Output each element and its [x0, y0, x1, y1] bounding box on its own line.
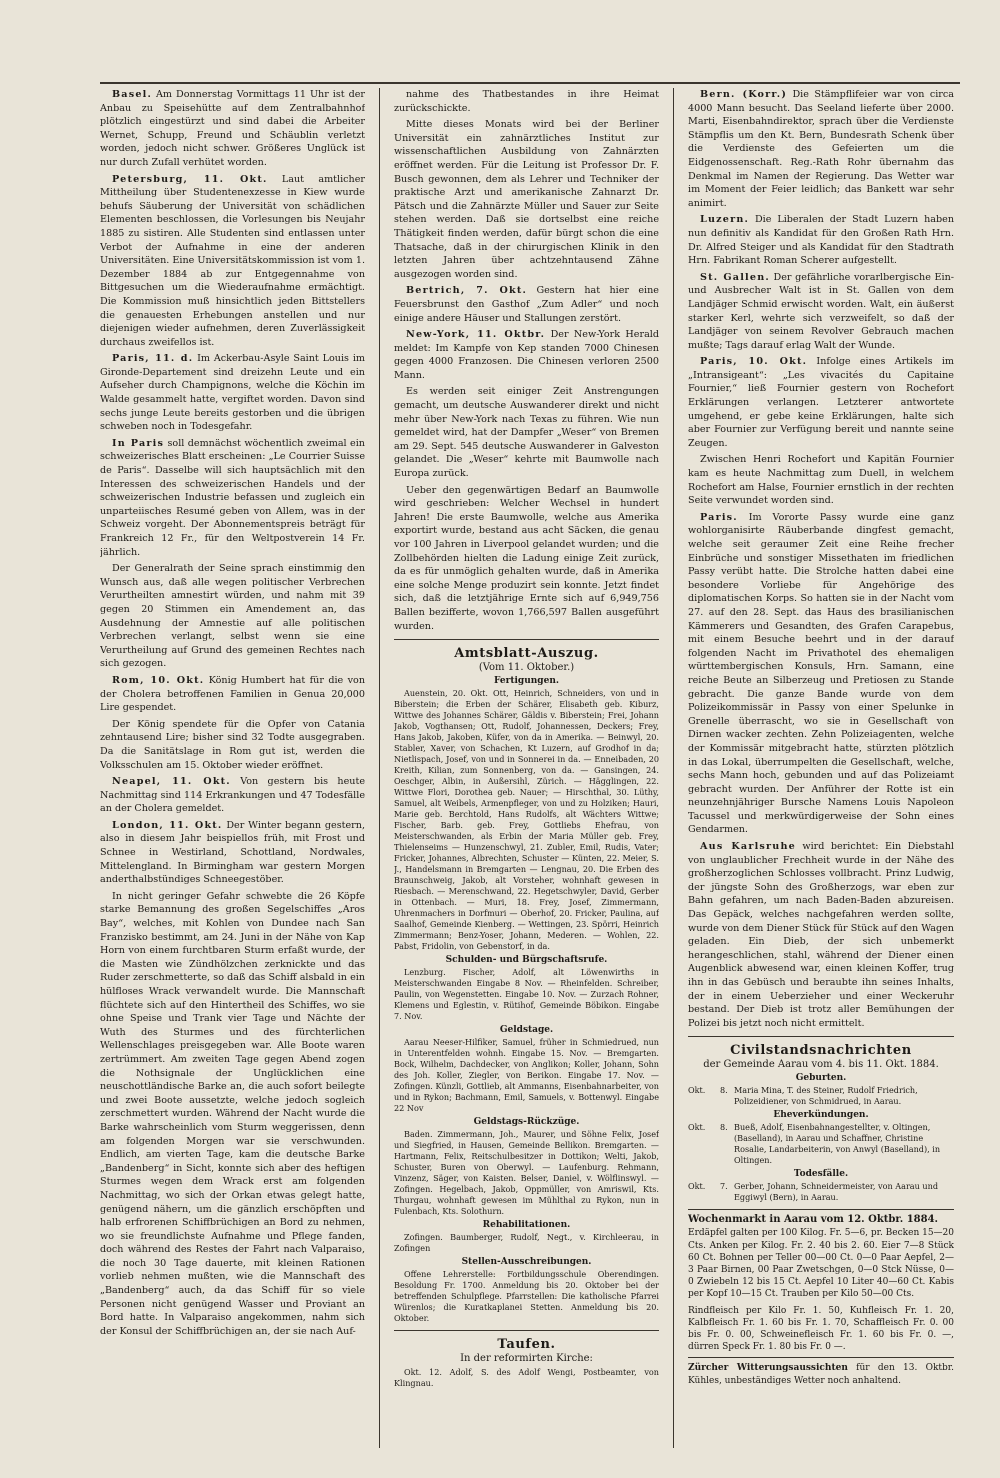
rueckzuege-heading: Geldstags-Rückzüge.: [473, 1117, 580, 1128]
weather-rule: [688, 1357, 954, 1358]
section-rule: [394, 639, 659, 640]
article-st-gallen: St. Gallen. Der gefährliche vorarlbergische Ein- und Ausbrecher Walt ist in St. Gallen von dem Landjäger Schmid erwischt worden. Walt, ein äußerst starker Kerl, wehrte sich verzweifelt, so daß der Landjäger von seinem Revolver Gebrauch machen mußte; Tags darauf erlag Walt der Wunde.: [688, 271, 954, 351]
article-duell: Zwischen Henri Rochefort und Kapitän Fournier kam es heute Nachmittag zum Duell, in welchem Rochefort am Halse, Fournier ernstlich in der rechten Seite verwundet worden sind.: [688, 454, 954, 507]
amtsblatt-date: (Vom 11. Oktober.): [478, 662, 575, 674]
article-basel: Basel. Am Donnerstag Vormittags 11 Uhr ist der Anbau zu Speisehütte auf dem Zentralbahnhof plötzlich eingestürzt und sind dabei die Arbeiter Wernet, Schupp, Freund und Schäublin verletzt worden, jedoch nicht schwer. Größeres Unglück ist nur durch Zufall verhütet worden.: [100, 89, 365, 168]
fertigungen-heading: Fertigungen.: [493, 676, 560, 687]
fertigungen-text: Auenstein, 20. Okt. Ott, Heinrich, Schneiders, von und in Biberstein; die Erben der Schärer, Elisabeth geb. Kiburz, Wittwe des Johannes Schärer, Gäldis v. Biberstein; Frei, Johann Jakob, Vogthansen; Ott, Rudolf, Johannessen, Deckers; Frey, Hans Jakob, Jakoben, Küfer, von da in Amerika. — Beinwyl, 20. Stabler, Xaver, von Schachen, Kt Luzern, auf Grodhof in da; Nietlispach, Josef, von und in Sonnerei in da. — Enneibaden, 20 Kreith, Kilian, zum Sonnenberg, von da. — Gansingen, 24. Oeschger, Albin, in Außersihl, Zürich. — Hägglingen, 22. Wittwe Flori, Dorothea geb. Nauer; — Hirschthal, 30. Lüthy, Samuel, alt Weibels, Armenpfleger, von und zu Holziken; Hauri, Marie geb. Berchtold, Hans Rudolfs, alt Wächters Wittwe; Fischer, Barb. geb. Frey, Gottliebs Ehefrau, von Meisterschwanden, als Erbin der Maria Müller geb. Frey, Thielenseims — Hunzenschwyl, 21. Zubler, Emil, Rudis, Vater; Fricker, Johannes, Albrechten, Schuster — Künten, 22. Meier, S. J., Handelsmann in Bremgarten — Lengnau, 20. Die Erben des Braunschweig, Jakob, alt Vorsteher, wohnhaft gewesen in Riesbach. — Merenschwand, 22. Hegetschwyler, David, Gerber in Ottenbach. — Muri, 18. Frey, Josef, Zimmermann, Uhrenmachers in Dorfmuri — Oberhof, 20. Fricker, Paulina, auf Saalhof, Gemeinde Kienberg. — Wettingen, 23. Spörri, Heinrich Zimmermann; Benz-Yoser, Johann, Mederen. — Wohlen, 22. Pabst, Fridolin, von Gebenstorf, in da.: [394, 688, 659, 952]
weather-forecast: Zürcher Witterungsaussichten für den 13. Oktbr. Kühles, unbeständiges Wetter noch anhaltend.: [688, 1363, 954, 1386]
civil-rule: [688, 1036, 954, 1037]
article-aros-bay: In nicht geringer Gefahr schwebte die 26 Köpfe starke Bemannung des großen Segelschiffes „Aros Bay“, welches, mit Kohlen von Dundee nach San Franzisko bestimmt, am 24. Juni in der Nähe von Kap Horn von einem furchtbaren Sturm erfaßt wurde, der die Masten wie Zündhölzchen zerknickte und das Ruder zerschmetterte, so daß das Schiff alsbald in ein hülfloses Wrack verwandelt wurde. Die Mannschaft flüchtete sich auf den Hintertheil des Schiffes, wo sie ohne Speise und Trank vier Tage und Nächte der Wuth des Sturmes und des fürchterlichen Wellenschlages preisgegeben war. Alle Boote waren zertrümmert. Am zweiten Tage gegen Abend zogen die Nothsignale der Unglücklichen eine neuschottländische Barke an, die auch sofort beilegte und zwei Boote aussetzte, welche jedoch sogleich zerschmettert wurden. Während der Nacht wurde die Barke wahrscheinlich vom Sturm weggerissen, denn am folgenden Morgen war sie verschwunden. Endlich, am vierten Tage, kam die deutsche Barke „Bandenberg“ in Sicht, konnte sich aber des heftigen Sturmes wegen dem Wrack erst am folgenden Nachmittag, wo sich der Orkan etwas gelegt hatte, genügend nähern, um die gänzlich erschöpften und halb erfrorenen Schiffbrüchigen an Bord zu nehmen, wo sie freundlichste Aufnahme und Pflege fanden, doch während des Restes der Fahrt nach Valparaiso, die noch 30 Tage dauerte, mit kleinen Rationen vorlieb nehmen mußten, wie die Mannschaft des „Bandenberg“ auch, da das Schiff für so viele Personen nicht genügend Wasser und Proviant an Bord hatte. In Valparaiso angekommen, nahm sich der Konsul der Schiffbrüchigen an, der sie nach Auf-: [100, 890, 365, 1337]
tod-heading: Todesfälle.: [793, 1169, 849, 1180]
column-grid: [100, 88, 962, 1448]
article-london: London, 11. Okt. Der Winter begann gestern, also in diesem Jahr beispiellos früh, mit Frost und Schnee in Westirland, Schottland, Nordwales, Mittelengland. In Birmingham war gestern Morgen anderthalbstündiges Schneegestöber.: [100, 819, 365, 886]
civil-subtitle: der Gemeinde Aarau vom 4. bis 11. Okt. 1884.: [703, 1059, 939, 1071]
market-rule: [688, 1209, 954, 1210]
article-paris-asyl: Paris, 11. d. Im Ackerbau-Asyle Saint Louis im Gironde-Departement sind dreizehn Leute und ein Aufseher durch Champignons, welche die Köchin im Walde gesammelt hatte, vergiftet worden. Davon sind sechs junge Leute bereits gestorben und die übrigen schweben noch in Todesgefahr.: [100, 353, 365, 433]
rehab-heading: Rehabilitationen.: [482, 1220, 571, 1231]
geldstage-heading: Geldstage.: [499, 1025, 554, 1036]
schulden-text: Lenzburg. Fischer, Adolf, alt Löwenwirths in Meisterschwanden Eingabe 8 Nov. — Rheinfelden. Schreiber, Paulin, von Wegenstetten. Eingabe 10. Nov. — Zurzach Rohner, Klemens und Eglestin, v. Rütihof, Gemeinde Böbikon. Eingabe 7. Nov.: [394, 967, 659, 1022]
header-rule: [100, 82, 960, 84]
article-rom: Rom, 10. Okt. König Humbert hat für die von der Cholera betroffenen Familien in Genua 20,000 Lire gespendet.: [100, 674, 365, 714]
article-luzern: Luzern. Die Liberalen der Stadt Luzern haben nun definitiv als Kandidat für den Großen Rath Hrn. Dr. Alfred Steiger und als Kandidat für den Stadtrath Hrn. Fabrikant Roman Scherer aufgestellt.: [688, 214, 954, 267]
article-continuation: nahme des Thatbestandes in ihre Heimat zurückschickte.: [394, 89, 659, 114]
rueckzuege-text: Baden. Zimmermann, Joh., Maurer, und Söhne Felix, Josef und Siegfried, in Hausen, Gemeinde Bellikon. Bremgarten. — Hartmann, Felix, Reitschulbesitzer in Dottikon; Welti, Jakob, Schuster, Buren von Oberwyl. — Laufenburg. Rehmann, Vinzenz, Säger, von Kaisten. Belser, Daniel, v. Wölflinswyl. — Zofingen. Hegelbach, Jakob, Oppmüller, von Amriswil, Kts. Thurgau, wohnhaft gewesen im Mühlthal zu Rykon, nun in Fulenbach, Kts. Solothurn.: [394, 1129, 659, 1217]
list-item: Okt. 8. Maria Mina, T. des Steiner, Rudolf Friedrich, Polizeidiener, von Schmidrued, in Aarau.: [688, 1085, 918, 1107]
market-prices: Erdäpfel galten per 100 Kilog. Fr. 5—6, pr. Becken 15—20 Cts. Anken per Kilog. Fr. 2. 40 bis 2. 60. Eier 7—8 Stück 60 Ct. Bohnen per Teller 00—00 Ct. 0—0 Paar Aepfel, 2—3 Paar Birnen, 00 Paar Zwetschgen, 0—0 Stck Nüsse, 0—0 Zwiebeln 12 bis 15 Ct. Aepfel 10 Liter 40—60 Ct. Kabis per Kopf 10—15 Ct. Trauben per Kilo 50—00 Cts.: [688, 1228, 954, 1300]
article-bern: Bern. (Korr.) Die Stämpflifeier war von circa 4000 Mann besucht. Das Seeland lieferte über 2000. Marti, Eisenbahndirektor, sprach über die Verdienste Stämpflis um den Kt. Bern, Bundesrath Schenk über die Verdienste des Gefeierten um die Eidgenossenschaft. Reg.-Rath Rohr übernahm das Denkmal im Namen der Regierung. Das Wetter war im Moment der Feier leidlich; das Bankett war sehr animirt.: [688, 89, 954, 209]
ehe-heading: Eheverkündungen.: [773, 1110, 869, 1121]
article-new-york: New-York, 11. Oktbr. Der New-York Herald meldet: Im Kampfe von Kep standen 7000 Chinesen gegen 4000 Franzosen. Die Chinesen verloren 2500 Mann.: [394, 329, 659, 381]
stellen-text: Offene Lehrerstelle: Fortbildungsschule Oberendingen. Besoldung Fr. 1700. Anmeldung bis 20. Oktober bei der betreffenden Schulpflege. Pfarrstellen: Die katholische Pfarrei Würenlos; die Kuratkaplanei Stetten. Anmeldung bis 20. Oktober.: [394, 1269, 659, 1324]
article-paris-courrier: In Paris soll demnächst wöchentlich zweimal ein schweizerisches Blatt erscheinen: „Le Courrier Suisse de Paris“. Dasselbe will sich hauptsächlich mit den Interessen des schweizerischen Handels und der schweizerischen Industrie befassen und zugleich ein unparteiisches Resumé geben von Allem, was in der Schweiz vorgeht. Der Abonnementspreis beträgt für Frankreich 12 Fr., für den Weltpostverein 14 Fr. jährlich.: [100, 437, 365, 558]
amtsblatt-title: Amtsblatt-Auszug.: [454, 646, 599, 662]
taufen-subtitle: In der reformirten Kirche:: [460, 1353, 593, 1365]
column-1: [100, 88, 365, 1448]
article-paris-passy: Paris. Im Vororte Passy wurde eine ganz wohlorganisirte Räuberbande dingfest gemacht, welche seit geraumer Zeit eine Reihe frecher Einbrüche und sonstiger Missethaten im friedlichen Passy verübt hatte. Die Strolche hatten dabei eine besondere Vorliebe für Angehörige des diplomatischen Korps. So hatten sie in der Nacht vom 27. auf den 28. Sept. das Haus des brasilianischen Kämmerers und Gesandten, des Grafen Carapebus, mit einem Besuche beehrt und in der darauf folgenden Nacht im Privathotel des ehemaligen württembergischen Konsuls, Hrn. Samann, eine reiche Beute an Silberzeug und Pretiosen zu Stande gebracht. Die ganze Bande wurde von dem Polizeikommissär in Passy von einer Spelunke in Grenelle überrascht, wo sie in Gesellschaft von Dirnen wacker zechten. Zehn Polizeiagenten, welche der Kommissär mitgebracht hatte, stürzten plötzlich in das Lokal, überrumpelten die Gesellschaft, welche, sechs Mann hoch, gebunden und auf das Polizeiamt gebracht wurden. Der Anführer der Rotte ist ein neunzehnjähriger Bursche Namens Louis Napoleon Tacussel und merkwürdigerweise der Sohn eines Gendarmen.: [688, 511, 954, 836]
article-petersburg: Petersburg, 11. Okt. Laut amtlicher Mittheilung über Studentenexzesse in Kiew wurde behufs Säuberung der Universität von schädlichen Elementen beschlossen, die Vorlesungen bis Neujahr 1885 zu sistiren. Alle Studenten sind entlassen unter Verbot der Aufnahme in eine der anderen Universitäten. Eine Universitätskommission ist vom 1. Dezember 1884 ab zur Entgegennahme von Bittgesuchen um die Wiederaufnahme ermächtigt. Die Kommission muß hinsichtlich jeden Bittstellers die genauesten Erhebungen anstellen und nur diejenigen wieder aufnehmen, deren Zuverlässigkeit durchaus zweifellos ist.: [100, 173, 365, 348]
column-divider-1: [379, 88, 380, 1448]
article-generalrath: Der Generalrath der Seine sprach einstimmig den Wunsch aus, daß alle wegen politischer Verbrechen Verurtheilten amnestirt würden, und nahm mit 39 gegen 20 Stimmen ein Amendement an, das Ausdehnung der Amnestie auf alle politischen Verbrechen verlangt, selbst wenn sie eine Verurtheilung auf Grund des gemeinen Rechtes nach sich gezogen.: [100, 563, 365, 670]
article-texas: Es werden seit einiger Zeit Anstrengungen gemacht, um deutsche Auswanderer direkt und nicht mehr über New-York nach Texas zu führen. Wie nun gemeldet wird, hat der Dampfer „Weser“ von Bremen am 29. Sept. 545 deutsche Auswanderer in Galveston gelandet. Die „Weser“ kehrte mit Baumwolle nach Europa zurück.: [394, 386, 659, 480]
market-title: Wochenmarkt in Aarau vom 12. Oktbr. 1884.: [688, 1214, 939, 1226]
meat-prices: Rindfleisch per Kilo Fr. 1. 50, Kuhfleisch Fr. 1. 20, Kalbfleisch Fr. 1. 60 bis Fr. 1. 70, Schaffleisch Fr. 0. 00 bis Fr. 0. 00, Schweinefleisch Fr. 1. 60 bis Fr. 0. —, dürren Speck Fr. 1. 80 bis Fr. 0 —.: [688, 1305, 954, 1353]
article-bertrich: Bertrich, 7. Okt. Gestern hat hier eine Feuersbrunst den Gasthof „Zum Adler“ und noch einige andere Häuser und Stallungen zerstört.: [394, 285, 659, 324]
article-paris-fournier: Paris, 10. Okt. Infolge eines Artikels im „Intransigeant“: „Les vivacités du Capitaine Fournier,“ ließ Fournier gestern von Rochefort Erklärungen verlangen. Letzterer antwortete umgehend, er gebe keine Erklärungen, halte sich aber Fournier zur Verfügung bereit und nannte seine Zeugen.: [688, 356, 954, 449]
stellen-heading: Stellen-Ausschreibungen.: [461, 1257, 592, 1268]
list-item: Okt. 8. Bueß, Adolf, Eisenbahnangestellter, v. Oltingen, (Baselland), in Aarau und Schaffner, Christine Rosalie, Landarbeiterin, von Anwyl (Baselland), in Oltingen.: [688, 1122, 941, 1166]
civil-title: Civilstandsnachrichten: [730, 1043, 912, 1059]
article-neapel: Neapel, 11. Okt. Von gestern bis heute Nachmittag sind 114 Erkrankungen und 47 Todesfälle an der Cholera gemeldet.: [100, 776, 365, 815]
geburten-heading: Geburten.: [795, 1073, 847, 1084]
column-divider-2: [673, 88, 674, 1448]
column-3: [688, 88, 954, 1448]
article-catania: Der König spendete für die Opfer von Catania zehntausend Lire; bisher sind 32 Todte ausgegraben. Da die Sanitätslage in Rom gut ist, werden die Volksschulen am 15. Oktober wieder eröffnet.: [100, 718, 365, 771]
rehab-text: Zofingen. Baumberger, Rudolf, Negt., v. Kirchleerau, in Zofingen: [394, 1232, 659, 1254]
article-karlsruhe: Aus Karlsruhe wird berichtet: Ein Diebstahl von unglaublicher Frechheit wurde in der Nähe des großherzoglichen Schlosses vollbracht. Prinz Ludwig, der jüngste Sohn des Großherzogs, war eben zur Bahn gefahren, um nach Baden-Baden abzureisen. Das Gepäck, welches nachgefahren werden sollte, wurde von dem Diener Stück für Stück auf den Wagen geladen. Ein Dieb, der sich unbemerkt herangeschlichen, stahl, während der Diener einen Augenblick abwesend war, einen kleinen Koffer, trug ihn in das Gebüsch und beraubte ihn seines Inhalts, der in einem Ueberzieher und einer Weckeruhr bestand. Der Dieb ist trotz aller Bemühungen der Polizei bis jetzt noch nicht ermittelt.: [688, 841, 954, 1029]
taufen-title: Taufen.: [497, 1337, 556, 1353]
column-2: [394, 88, 659, 1448]
schulden-heading: Schulden- und Bürgschaftsrufe.: [445, 955, 608, 966]
taufen-entry: Okt. 12. Adolf, S. des Adolf Wengi, Postbeamter, von Klingnau.: [394, 1367, 659, 1389]
geldstage-text: Aarau Neeser-Hilfiker, Samuel, früher in Schmiedrued, nun in Unterentfelden wohnh. Eingabe 15. Nov. — Bremgarten. Bock, Wilhelm, Dachdecker, von Anglikon; Koller, Johann, Sohn des Joh. Koller, Ziegler, von Berikon. Eingabe 17. Nov. — Zofingen. Künzli, Gottlieb, alt Ammanns, Eisenbahnarbeiter, von und in Rykon; Bachmann, Emil, Samuels, v. Bottenwyl. Eingabe 22 Nov: [394, 1037, 659, 1114]
taufen-rule: [394, 1330, 659, 1331]
list-item: Okt. 7. Gerber, Johann, Schneidermeister, von Aarau und Eggiwyl (Bern), in Aarau.: [688, 1181, 939, 1203]
article-berlin-university: Mitte dieses Monats wird bei der Berliner Universität ein zahnärztliches Institut zur wissenschaftlichen Ausbildung von Zahnärzten eröffnet werden. Für die Leitung ist Professor Dr. F. Busch gewonnen, dem als Lehrer und Techniker der praktische Arzt und amerikanische Zahnarzt Dr. Pätsch und die Zahnärzte Müller und Sauer zur Seite stehen werden. Daß sie dortselbst eine reiche Thätigkeit finden werden, dafür bürgt schon die eine Thatsache, daß in der chirurgischen Klinik in den letzten Jahren über achtzehntausend Zähne ausgezogen worden sind.: [394, 119, 659, 280]
article-baumwolle: Ueber den gegenwärtigen Bedarf an Baumwolle wird geschrieben: Welcher Wechsel in hundert Jahren! Die erste Baumwolle, welche aus Amerika exportirt wurde, bestand aus acht Säcken, die genau vor 100 Jahren in Liverpool gelandet wurden; und die Zollbehörden hielten die Ladung einige Zeit zurück, da es für unmöglich gehalten wurde, daß in Amerika eine solche Menge produzirt sein konnte. Jetzt findet sich, daß die letztjährige Ernte sich auf 6,949,756 Ballen bezifferte, wovon 1,766,597 Ballen ausgeführt wurden.: [394, 484, 659, 632]
